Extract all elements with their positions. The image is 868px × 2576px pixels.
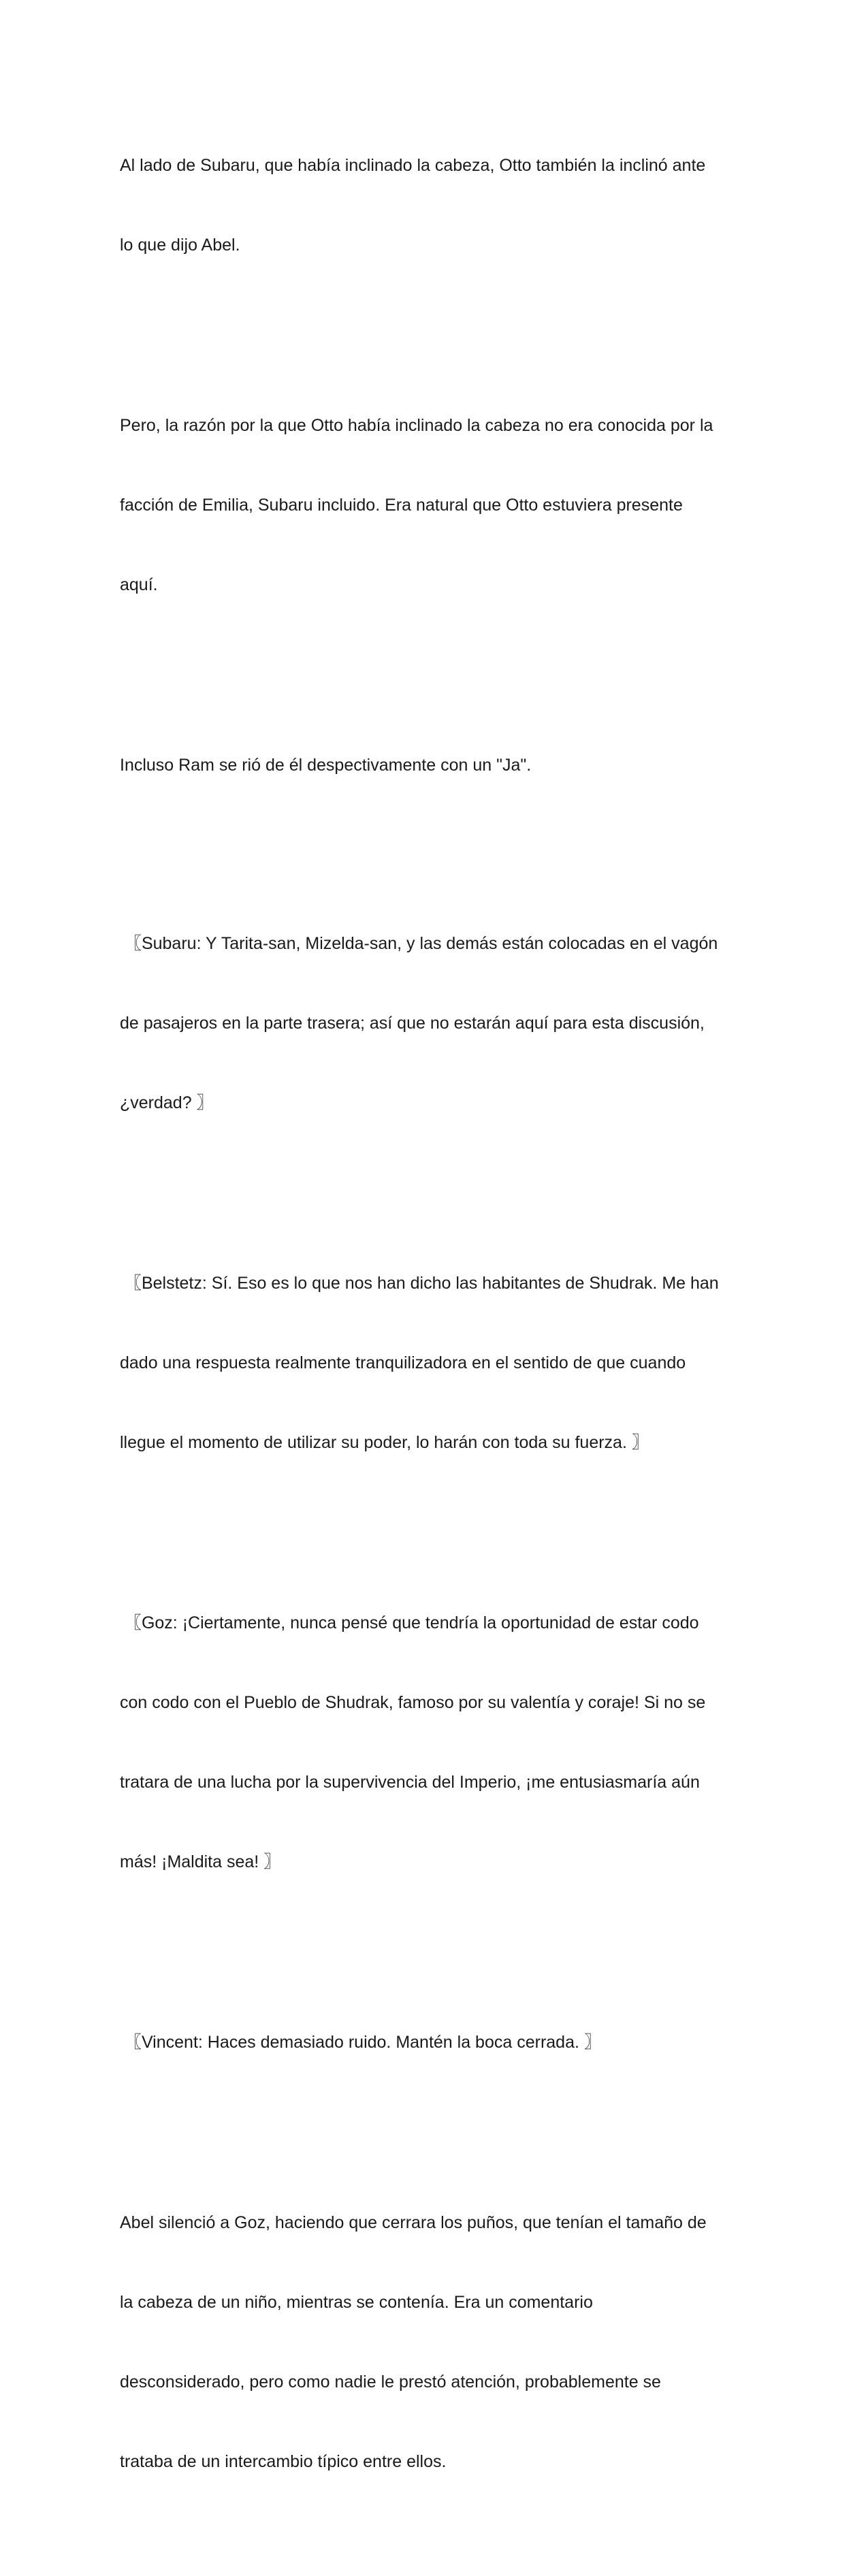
dialogue-line: 〖Goz: ¡Ciertamente, nunca pensé que tendría la oportunidad de estar codo (120, 1613, 699, 1632)
document-body (120, 99, 753, 2576)
dialogue-line: con codo con el Pueblo de Shudrak, famoso por su valentía y coraje! Si no se (120, 1693, 706, 1712)
dialogue-line: 〖Vincent: Haces demasiado ruido. Mantén la boca cerrada. 〗 (120, 2033, 601, 2052)
paragraph-line: aquí. (120, 575, 158, 594)
dialogue-line: 〖Subaru: Y Tarita-san, Mizelda-san, y las demás están colocadas en el vagón (120, 934, 718, 953)
paragraph-line: Pero, la razón por la que Otto había inclinado la cabeza no era conocida por la (120, 416, 713, 435)
dialogue-subaru (120, 878, 753, 1170)
paragraph-line: Abel silenció a Goz, haciendo que cerrara los puños, que tenían el tamaño de (120, 2213, 707, 2232)
paragraph-line: la cabeza de un niño, mientras se contenía. Era un comentario (120, 2293, 593, 2312)
paragraph-line: facción de Emilia, Subaru incluido. Era natural que Otto estuviera presente (120, 496, 683, 515)
paragraph-line: Al lado de Subaru, que había inclinado la cabeza, Otto también la inclinó ante (120, 156, 706, 175)
dialogue-line: ¿verdad? 〗 (120, 1093, 214, 1112)
dialogue-line: llegue el momento de utilizar su poder, lo harán con toda su fuerza. 〗 (120, 1433, 649, 1452)
dialogue-line: dado una respuesta realmente tranquilizadora en el sentido de que cuando (120, 1353, 686, 1372)
paragraph-2 (120, 359, 753, 651)
dialogue-line: más! ¡Maldita sea! 〗 (120, 1852, 281, 1871)
paragraph-line: Incluso Ram se rió de él despectivamente con un "Ja". (120, 756, 532, 775)
paragraph-line: lo que dijo Abel. (120, 236, 240, 255)
paragraph-3 (120, 699, 753, 832)
dialogue-belstetz (120, 1217, 753, 1509)
dialogue-line: tratara de una lucha por la supervivencia del Imperio, ¡me entusiasmaría aún (120, 1773, 700, 1792)
dialogue-goz (120, 1557, 753, 1929)
paragraph-1 (120, 99, 753, 312)
dialogue-line: de pasajeros en la parte trasera; así que no estarán aquí para esta discusión, (120, 1014, 705, 1033)
dialogue-vincent (120, 1976, 753, 2109)
paragraph-line: trataba de un intercambio típico entre ellos. (120, 2452, 447, 2471)
dialogue-line: 〖Belstetz: Sí. Eso es lo que nos han dicho las habitantes de Shudrak. Me han (120, 1274, 719, 1293)
paragraph-8 (120, 2157, 753, 2528)
paragraph-line: desconsiderado, pero como nadie le prestó atención, probablemente se (120, 2372, 661, 2392)
